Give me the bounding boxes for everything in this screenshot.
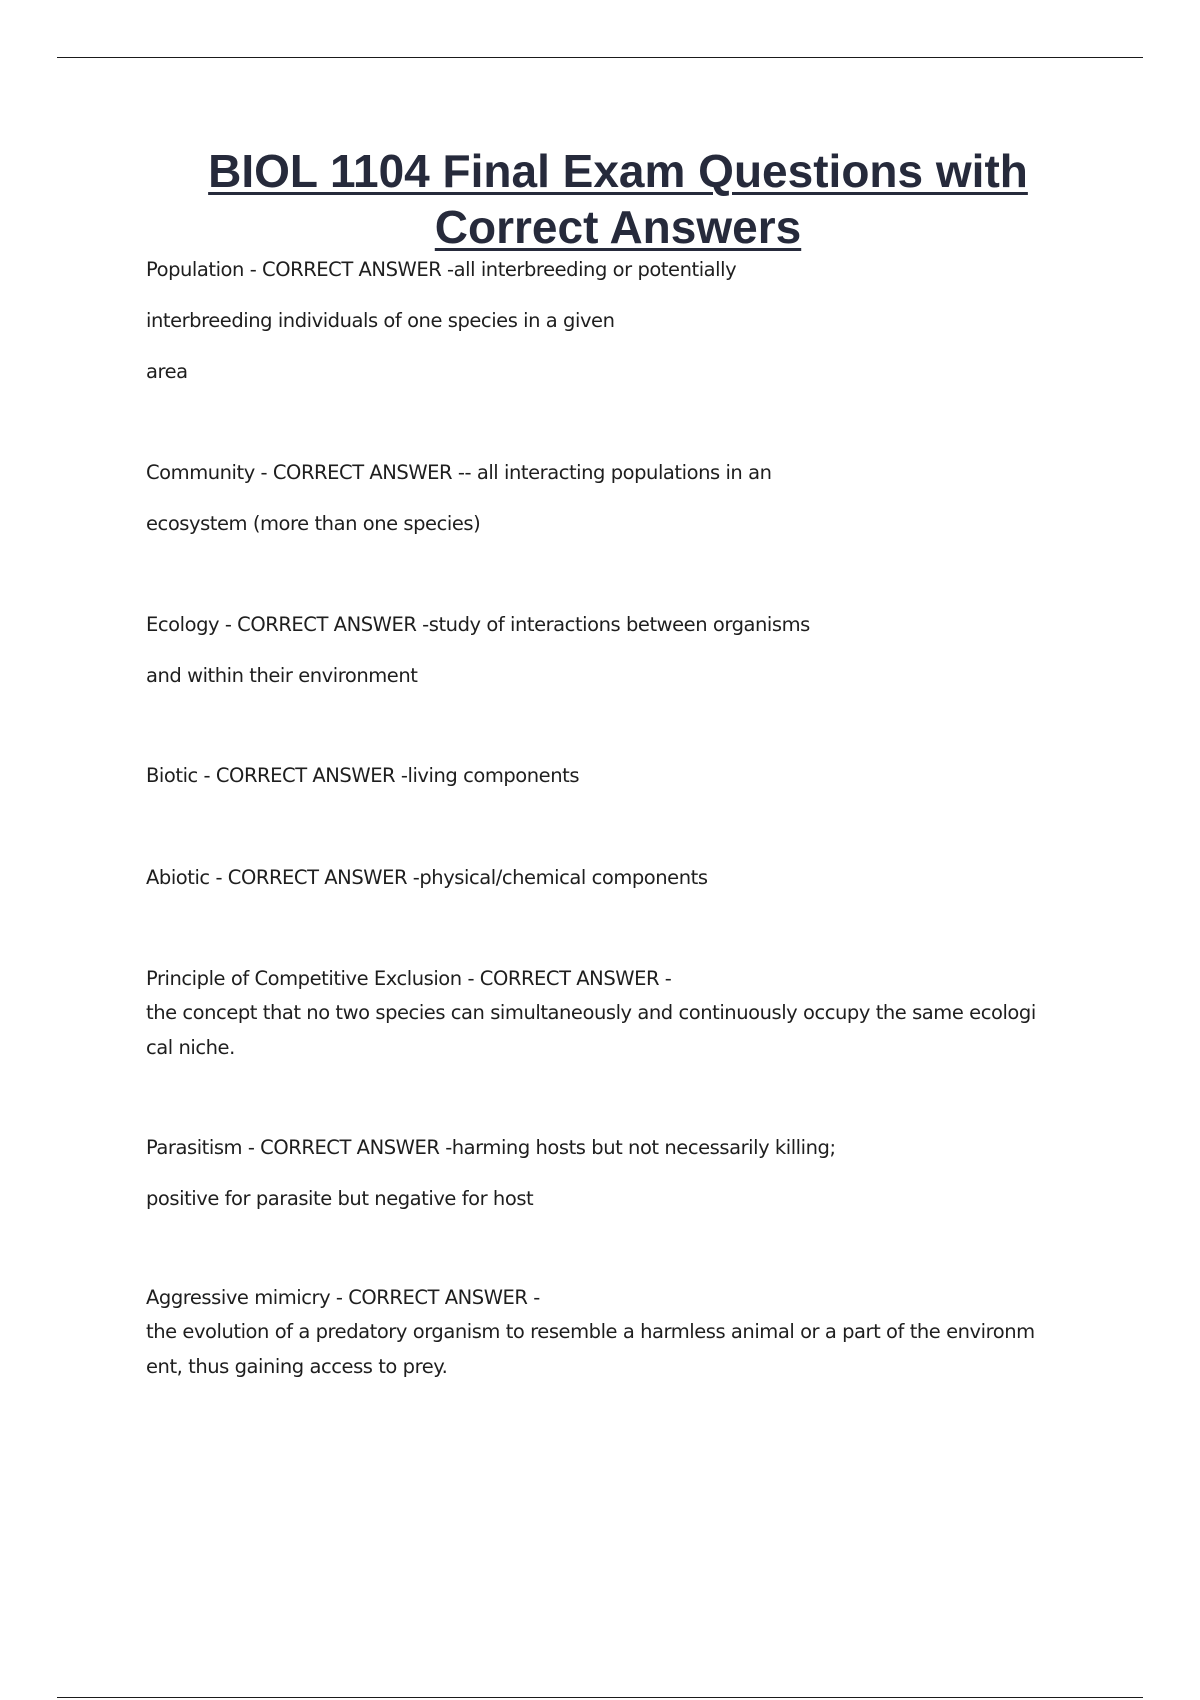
top-rule bbox=[57, 57, 1143, 58]
entry-aggressive-mimicry-line-1: Aggressive mimicry - CORRECT ANSWER - bbox=[146, 1286, 540, 1309]
entry-population-line-2: interbreeding individuals of one species in a given bbox=[146, 309, 615, 332]
entry-competitive-exclusion-line-3: cal niche. bbox=[146, 1036, 235, 1059]
entry-ecology-line-2: and within their environment bbox=[146, 664, 418, 687]
entry-aggressive-mimicry-line-3: ent, thus gaining access to prey. bbox=[146, 1355, 448, 1378]
title-line-1: BIOL 1104 Final Exam Questions with bbox=[208, 145, 1028, 197]
entry-population-line-3: area bbox=[146, 360, 188, 383]
entry-abiotic-line-1: Abiotic - CORRECT ANSWER -physical/chemical components bbox=[146, 866, 708, 889]
entry-biotic-line-1: Biotic - CORRECT ANSWER -living components bbox=[146, 764, 580, 787]
entry-aggressive-mimicry-line-2: the evolution of a predatory organism to resemble a harmless animal or a part of the environm bbox=[146, 1320, 1035, 1343]
entry-population-line-1: Population - CORRECT ANSWER -all interbreeding or potentially bbox=[146, 258, 737, 281]
entry-ecology-line-1: Ecology - CORRECT ANSWER -study of interactions between organisms bbox=[146, 613, 810, 636]
entry-parasitism-line-1: Parasitism - CORRECT ANSWER -harming hosts but not necessarily killing; bbox=[146, 1136, 836, 1159]
document-title bbox=[100, 143, 1136, 255]
title-line-2: Correct Answers bbox=[434, 201, 802, 253]
entry-community-line-1: Community - CORRECT ANSWER -- all interacting populations in an bbox=[146, 461, 772, 484]
bottom-rule bbox=[57, 1697, 1143, 1698]
entry-competitive-exclusion-line-1: Principle of Competitive Exclusion - CORRECT ANSWER - bbox=[146, 967, 672, 990]
entry-community-line-2: ecosystem (more than one species) bbox=[146, 512, 481, 535]
entry-parasitism-line-2: positive for parasite but negative for host bbox=[146, 1187, 534, 1210]
entry-competitive-exclusion-line-2: the concept that no two species can simultaneously and continuously occupy the same ecologi bbox=[146, 1001, 1036, 1024]
